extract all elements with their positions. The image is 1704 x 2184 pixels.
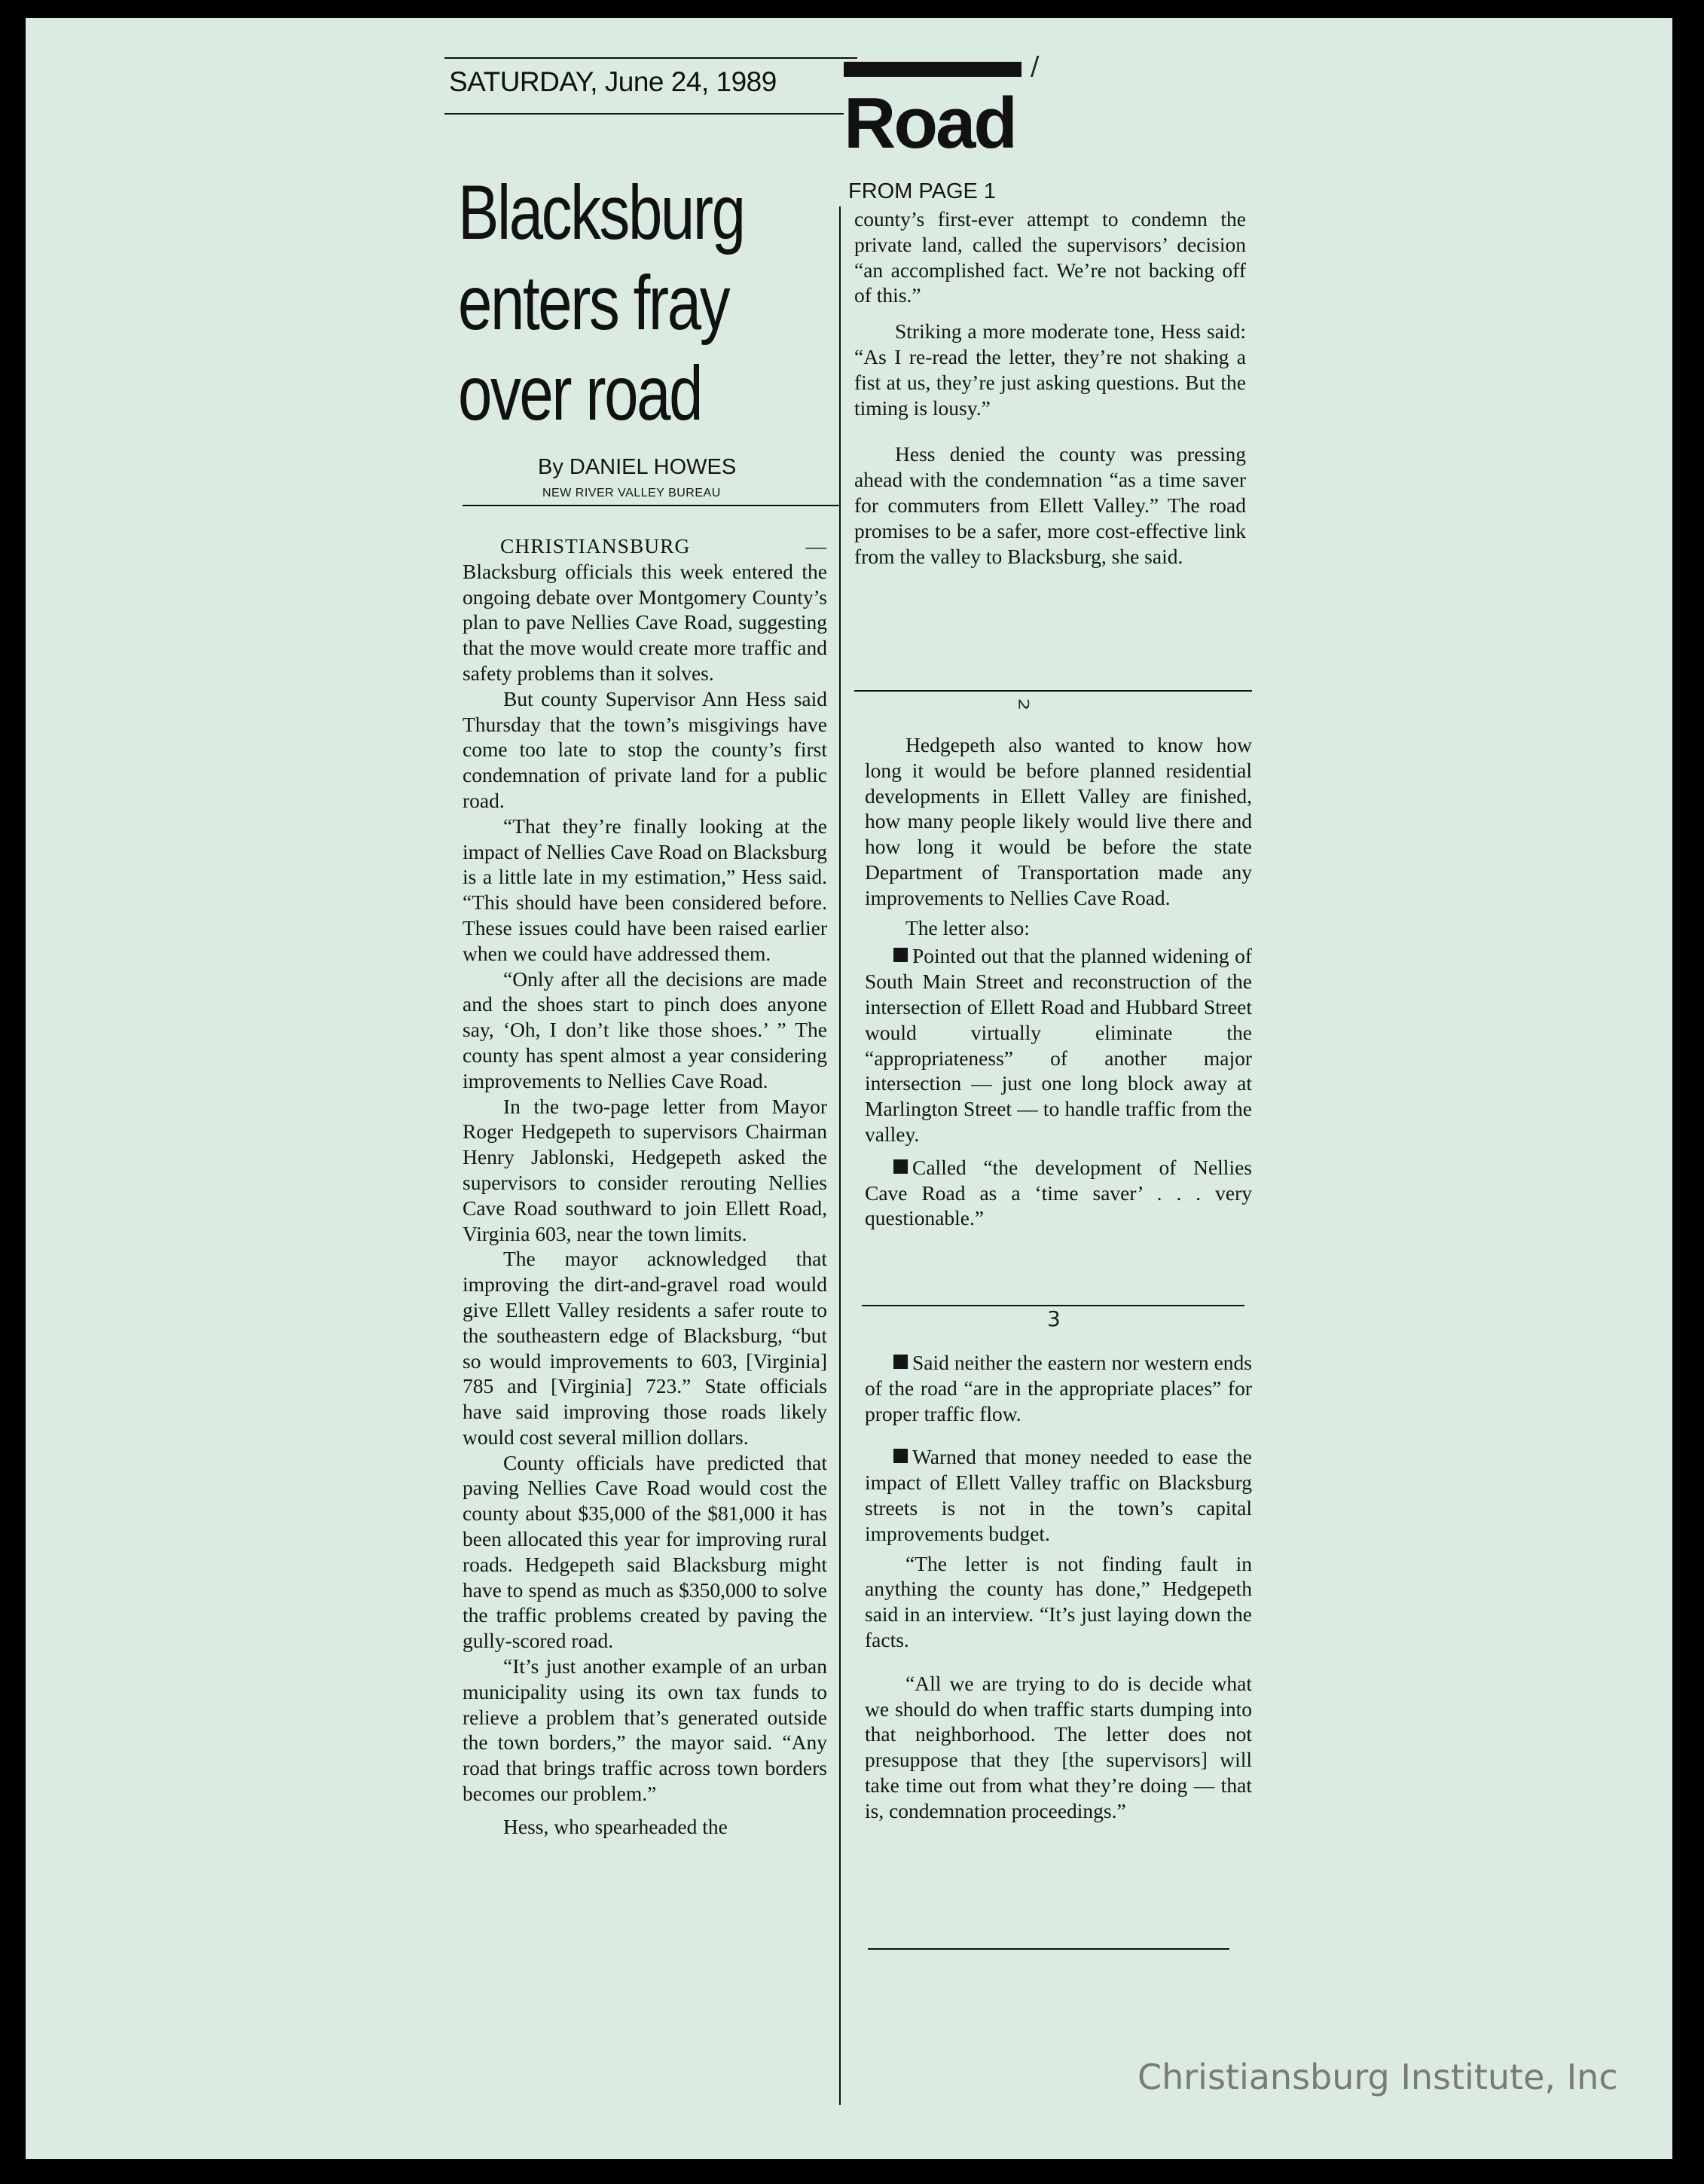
byline-bureau: NEW RIVER VALLEY BUREAU xyxy=(542,487,721,499)
paragraph: The letter also: xyxy=(905,915,1030,939)
paragraph: Striking a more moderate tone, Hess said: “As I re-read the letter, they’re not shaking a fist at us, they’re just asking questions. But the timing is lousy.” xyxy=(854,319,1246,420)
paragraph: Hedgepeth also wanted to know how long it would be before planned residential developments in Ellett Valley are finished, how many people likely would live there and how long it would be before the state Department of Transportation made any improvements to Nellies Cave Road. xyxy=(865,733,1252,909)
paragraph: But county Supervisor Ann Hess said Thursday that the town’s misgivings have come too late to stop the county’s first condemnation of private land for a public road. xyxy=(463,686,827,812)
issue-date: SATURDAY, June 24, 1989 xyxy=(449,66,777,97)
paragraph: “Only after all the decisions are made and the shoes start to pinch does anyone say, ‘Oh, I don’t like those shoes.’ ” The county has spent almost a year considering improvements to Nellies Cave Road. xyxy=(463,967,827,1092)
headline-line-1: Blacksburg xyxy=(458,170,744,255)
right-column-bottom xyxy=(865,1350,1252,1824)
handwritten-page-mark: / xyxy=(1031,51,1040,81)
paragraph: In the two-page letter from Mayor Roger Hedgepeth to supervisors Chairman Henry Jablonski, Hedgepeth asked the supervisors to consider rerouting Nellies Cave Road southward to join Ellett Road, Virginia 603, near the town limits. xyxy=(463,1094,827,1245)
bullet-square-icon xyxy=(893,1159,908,1174)
paragraph: County officials have predicted that paving Nellies Cave Road would cost the county about $35,000 of the $81,000 it has been allocated this year for improving rural roads. Hedgepeth said Blacksburg might have to spend as much as $350,000 to solve the traffic problems created by paving the gully-scored road. xyxy=(463,1450,827,1653)
jump-from-page: FROM PAGE 1 xyxy=(848,179,997,203)
headline-line-3: over road xyxy=(458,350,702,436)
dateline-paragraph xyxy=(463,533,827,686)
paragraph: Hess denied the county was pressing ahead with the condemnation “as a time saver for commuters from Ellett Valley.” The road promises to be a safer, more cost-effective link from the valley to Blacksburg, she said. xyxy=(854,442,1246,568)
paragraph: “The letter is not finding fault in anything the county has done,” Hedgepeth said in an interview. “It’s just laying down the facts. xyxy=(865,1551,1252,1651)
left-column xyxy=(463,533,827,1840)
paragraph: “It’s just another example of an urban municipality using its own tax funds to relieve a problem that’s generated outside the town borders,” the mayor said. “Any road that brings traffic across town borders becomes our problem.” xyxy=(463,1654,827,1806)
right-column-middle xyxy=(865,732,1252,1231)
date-rule-bottom xyxy=(444,113,844,115)
byline-rule xyxy=(463,505,839,506)
paragraph-continued: Hess, who spearheaded the xyxy=(503,1814,728,1838)
paragraph: The mayor acknowledged that improving the dirt-and-gravel road would give Ellett Valley residents a safer route to the southeastern edge of Blacksburg, “but so would improvements to 603, [Virginia] 785 and [Virginia] 723.” State officials have said improving those roads likely would cost several million dollars. xyxy=(463,1247,827,1449)
handwritten-section-mark-2: 2 xyxy=(1015,698,1031,711)
jump-head-bar xyxy=(844,62,1021,77)
jump-head-title: Road xyxy=(844,83,1015,163)
right-column-top xyxy=(854,206,1246,569)
paragraph: “That they’re finally looking at the impact of Nellies Cave Road on Blacksburg is a little late in my estimation,” Hess said. “This should have been considered before. These issues could have been raised earlier when we could have addressed them. xyxy=(463,814,827,965)
column-divider xyxy=(839,206,841,2105)
jump-paragraph: county’s first-ever attempt to condemn the private land, called the supervisors’ decision “an accomplished fact. We’re not backing off of this.” xyxy=(854,207,1246,307)
bullet-item: Pointed out that the planned widening of South Main Street and reconstruction of the intersection of Ellett Road and Hubbard Street would virtually eliminate the “appropriateness” of another major intersection — just one long block away at Marlington Street — to handle traffic from the valley. xyxy=(865,944,1252,1146)
dateline: CHRISTIANSBURG — xyxy=(500,534,827,557)
bullet-item: Warned that money needed to ease the impact of Ellett Valley traffic on Blacksburg streets is not in the town’s capital improvements budget. xyxy=(865,1445,1252,1545)
newspaper-clipping xyxy=(26,18,1672,2159)
end-rule xyxy=(868,1948,1229,1950)
paragraph: “All we are trying to do is decide what we should do when traffic starts dumping into that neighborhood. The letter does not presuppose that they [the supervisors] will take time out from what they’re doing — that is, condemnation proceedings.” xyxy=(865,1671,1252,1822)
section-rule-2 xyxy=(854,690,1252,692)
bullet-item: Said neither the eastern nor western ends of the road “are in the appropriate places” for proper traffic flow. xyxy=(865,1351,1252,1425)
bullet-square-icon xyxy=(893,1449,908,1463)
lead-paragraph: Blacksburg officials this week entered the ongoing debate over Montgomery County’s plan to pave Nellies Cave Road, suggesting that the move would create more traffic and safety problems than it solves. xyxy=(463,559,827,685)
watermark: Christiansburg Institute, Inc xyxy=(1138,2057,1618,2097)
handwritten-section-mark-3: 3 xyxy=(1047,1306,1061,1331)
bullet-square-icon xyxy=(893,1355,908,1369)
headline-line-2: enters fray xyxy=(458,260,729,346)
headline xyxy=(458,167,744,438)
bullet-square-icon xyxy=(893,948,908,962)
date-rule-top xyxy=(444,57,857,59)
byline-author: By DANIEL HOWES xyxy=(538,455,737,479)
bullet-item: Called “the development of Nellies Cave Road as a ‘time saver’ . . . very questionable.” xyxy=(865,1155,1252,1230)
